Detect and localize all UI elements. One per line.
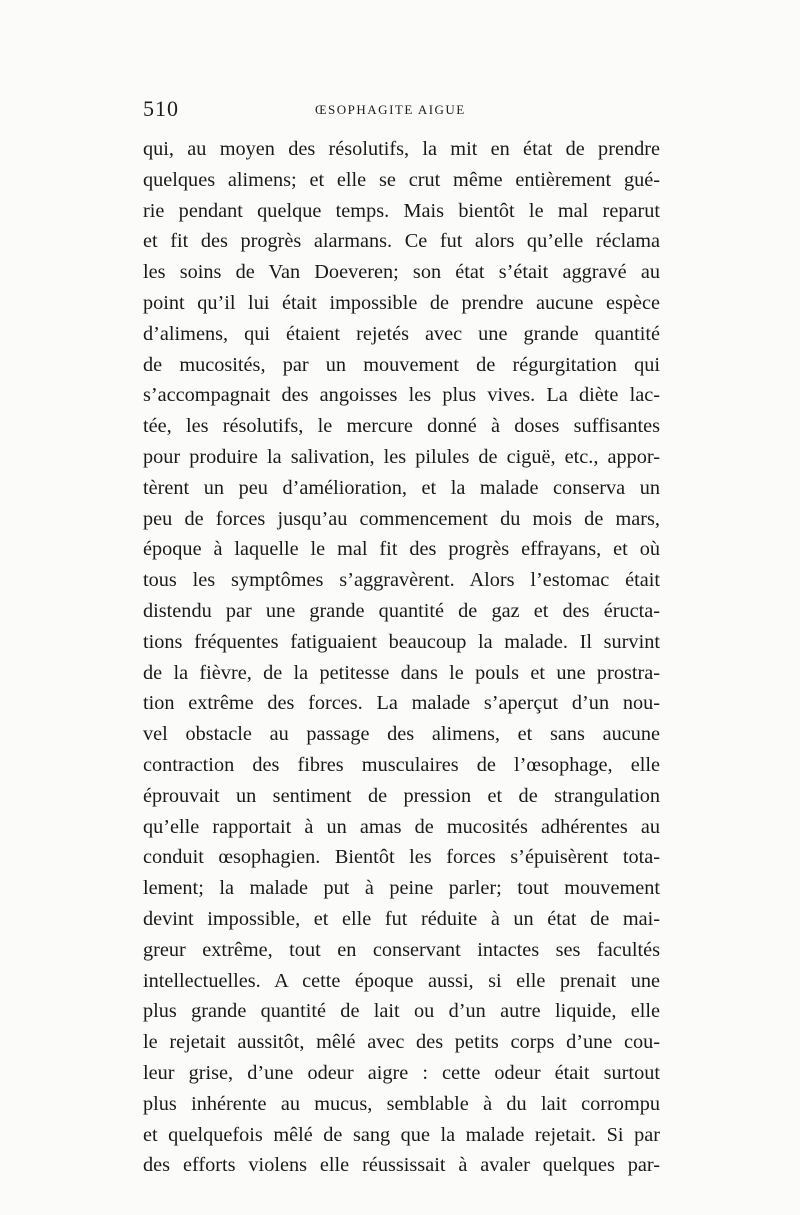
text-line: les soins de Van Doeveren; son état s’était aggravé au <box>143 261 660 284</box>
text-line: des efforts violens elle réussissait à avaler quelques par- <box>143 1154 660 1177</box>
text-line: d’alimens, qui étaient rejetés avec une grande quantité <box>143 322 660 345</box>
text-line: greur extrême, tout en conservant intactes ses facultés <box>143 938 660 961</box>
text-line: tion extrême des forces. La malade s’aperçut d’un nou- <box>143 692 660 715</box>
text-line: époque à laquelle le mal fit des progrès effrayans, et où <box>143 538 660 561</box>
text-line: plus grande quantité de lait ou d’un autre liquide, elle <box>143 1000 660 1023</box>
text-line: et quelquefois mêlé de sang que la malade rejetait. Si par <box>143 1123 660 1146</box>
text-line: qui, au moyen des résolutifs, la mit en état de prendre <box>143 138 660 160</box>
text-line: de mucosités, par un mouvement de régurgitation qui <box>143 353 660 376</box>
text-line: et fit des progrès alarmans. Ce fut alors qu’elle réclama <box>143 230 660 253</box>
text-line: contraction des fibres musculaires de l’œsophage, elle <box>143 753 660 776</box>
text-line: tous les symptômes s’aggravèrent. Alors l’estomac était <box>143 569 660 592</box>
text-line: de la fièvre, de la petitesse dans le pouls et une prostra- <box>143 661 660 684</box>
text-line: distendu par une grande quantité de gaz et des éructa- <box>143 599 660 622</box>
text-line: leur grise, d’une odeur aigre : cette odeur était surtout <box>143 1061 660 1084</box>
text-line: point qu’il lui était impossible de prendre aucune espèce <box>143 291 660 314</box>
running-title: ŒSOPHAGITE AIGUE <box>315 102 466 117</box>
text-line: devint impossible, et elle fut réduite à un état de mai- <box>143 907 660 930</box>
text-line: tèrent un peu d’amélioration, et la malade conserva un <box>143 476 660 499</box>
text-line: quelques alimens; et elle se crut même entièrement gué- <box>143 168 660 191</box>
text-line: vel obstacle au passage des alimens, et sans aucune <box>143 723 660 746</box>
text-line: conduit œsophagien. Bientôt les forces s’épuisèrent tota- <box>143 846 660 869</box>
body-text <box>143 134 660 1181</box>
text-line: qu’elle rapportait à un amas de mucosités adhérentes au <box>143 815 660 838</box>
text-line: rie pendant quelque temps. Mais bientôt le mal reparut <box>143 199 660 222</box>
text-line: intellectuelles. A cette époque aussi, si elle prenait une <box>143 969 660 992</box>
text-line: tions fréquentes fatiguaient beaucoup la malade. Il survint <box>143 630 660 653</box>
page-number: 510 <box>143 96 179 121</box>
text-line: s’accompagnait des angoisses les plus vives. La diète lac- <box>143 384 660 407</box>
text-line: plus inhérente au mucus, semblable à du lait corrompu <box>143 1092 660 1115</box>
text-line: lement; la malade put à peine parler; tout mouvement <box>143 877 660 900</box>
text-line: tée, les résolutifs, le mercure donné à doses suffisantes <box>143 415 660 438</box>
text-line: éprouvait un sentiment de pression et de strangulation <box>143 784 660 807</box>
page-header <box>143 96 660 126</box>
text-line: peu de forces jusqu’au commencement du mois de mars, <box>143 507 660 530</box>
text-line: pour produire la salivation, les pilules de ciguë, etc., appor- <box>143 445 660 468</box>
text-line: le rejetait aussitôt, mêlé avec des petits corps d’une cou- <box>143 1031 660 1054</box>
